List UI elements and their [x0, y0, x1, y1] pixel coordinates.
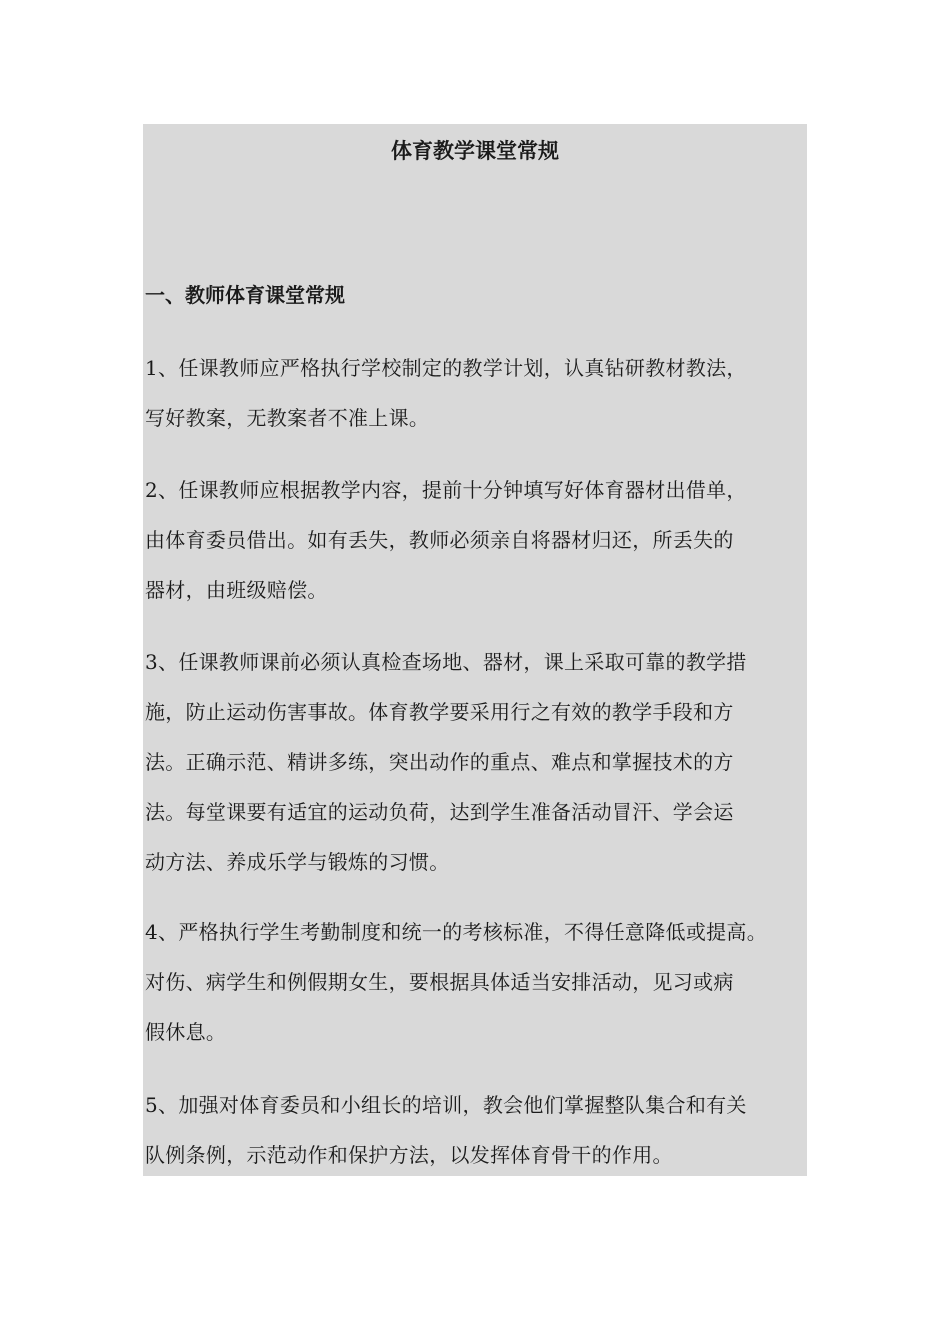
paragraph-line: 队例条例，示范动作和保护方法，以发挥体育骨干的作用。 [145, 1143, 673, 1167]
paragraph-2 [145, 465, 825, 615]
section-heading: 一、教师体育课堂常规 [145, 283, 345, 307]
paragraph-line: 动方法、养成乐学与锻炼的习惯。 [145, 850, 450, 874]
paragraph-line: 1、任课教师应严格执行学校制定的教学计划，认真钻研教材教法， [145, 356, 747, 380]
paragraph-5 [145, 1080, 825, 1180]
paragraph-line: 法。正确示范、精讲多练，突出动作的重点、难点和掌握技术的方 [145, 750, 734, 774]
paragraph-line: 器材，由班级赔偿。 [145, 578, 328, 602]
paragraph-line: 4、严格执行学生考勤制度和统一的考核标准，不得任意降低或提高。 [145, 920, 768, 944]
paragraph-line: 法。每堂课要有适宜的运动负荷，达到学生准备活动冒汗、学会运 [145, 800, 734, 824]
paragraph-line: 假休息。 [145, 1020, 227, 1044]
paragraph-1 [145, 343, 825, 443]
paragraph-line: 写好教案，无教案者不准上课。 [145, 406, 430, 430]
paragraph-line: 2、任课教师应根据教学内容，提前十分钟填写好体育器材出借单， [145, 478, 747, 502]
paragraph-line: 3、任课教师课前必须认真检查场地、器材，课上采取可靠的教学措 [145, 650, 747, 674]
paragraph-line: 施，防止运动伤害事故。体育教学要采用行之有效的教学手段和方 [145, 700, 734, 724]
paragraph-line: 5、加强对体育委员和小组长的培训，教会他们掌握整队集合和有关 [145, 1093, 747, 1117]
paragraph-line: 由体育委员借出。如有丢失，教师必须亲自将器材归还，所丢失的 [145, 528, 734, 552]
paragraph-line: 对伤、病学生和例假期女生，要根据具体适当安排活动，见习或病 [145, 970, 734, 994]
paragraph-3 [145, 637, 825, 887]
document-title: 体育教学课堂常规 [391, 139, 559, 163]
paragraph-4 [145, 907, 825, 1057]
